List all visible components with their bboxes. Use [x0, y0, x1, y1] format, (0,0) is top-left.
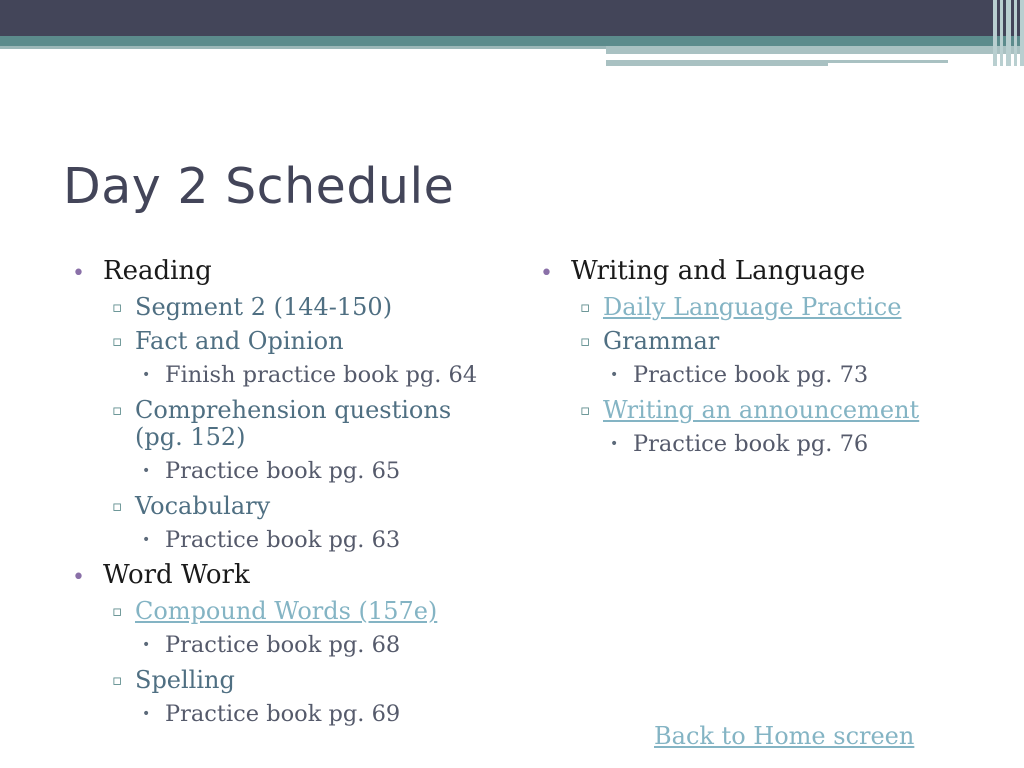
- header-accent-strip: [606, 46, 1024, 54]
- bullet-dot-icon: •: [72, 565, 85, 590]
- back-to-home-link[interactable]: Back to Home screen: [654, 722, 915, 750]
- daily-language-practice-link[interactable]: Daily Language Practice: [603, 293, 902, 321]
- list-item: • Practice book pg. 68: [142, 632, 401, 658]
- slide-title: Day 2 Schedule: [63, 158, 455, 215]
- list-item: • Practice book pg. 63: [142, 527, 401, 553]
- list-item: • Finish practice book pg. 64: [142, 362, 478, 388]
- list-item: ▫ Spelling: [112, 666, 235, 694]
- small-dot-icon: •: [142, 463, 151, 479]
- list-item: [540, 294, 960, 321]
- square-bullet-icon: ▫: [112, 602, 123, 620]
- list-item: [72, 598, 492, 625]
- list-item: • Word Work: [72, 560, 250, 590]
- header-bar: [0, 0, 1024, 36]
- small-dot-icon: •: [142, 532, 151, 548]
- list-item: • Practice book pg. 69: [142, 701, 401, 727]
- list-item: • Writing and Language: [540, 256, 866, 286]
- compound-words-link[interactable]: Compound Words (157e): [135, 597, 438, 625]
- list-item: ▫ Fact and Opinion: [112, 327, 344, 355]
- bullet-dot-icon: •: [72, 261, 85, 286]
- small-dot-icon: •: [610, 367, 619, 383]
- square-bullet-icon: ▫: [580, 332, 591, 350]
- bullet-dot-icon: •: [540, 261, 553, 286]
- list-item: ▫ Grammar: [580, 327, 720, 355]
- small-dot-icon: •: [142, 637, 151, 653]
- small-dot-icon: •: [142, 706, 151, 722]
- header-decor-bars: [993, 0, 1024, 66]
- list-item: ▫ Comprehension questions: [112, 396, 452, 424]
- square-bullet-icon: ▫: [112, 497, 123, 515]
- square-bullet-icon: ▫: [112, 401, 123, 419]
- list-item: (pg. 152): [135, 423, 246, 451]
- header-accent-strip: [606, 60, 828, 66]
- list-item: • Practice book pg. 76: [610, 431, 869, 457]
- square-bullet-icon: ▫: [580, 298, 591, 316]
- small-dot-icon: •: [610, 436, 619, 452]
- header-accent-strip: [828, 60, 948, 63]
- list-item: ▫ Segment 2 (144-150): [112, 293, 393, 321]
- right-column: [540, 258, 960, 466]
- left-column: [72, 258, 492, 736]
- list-item: • Practice book pg. 73: [610, 362, 869, 388]
- header-accent-band: [0, 36, 1024, 46]
- small-dot-icon: •: [142, 367, 151, 383]
- writing-announcement-link[interactable]: Writing an announcement: [603, 396, 920, 424]
- list-item: ▫ Vocabulary: [112, 492, 271, 520]
- square-bullet-icon: ▫: [112, 671, 123, 689]
- square-bullet-icon: ▫: [112, 332, 123, 350]
- list-item: • Practice book pg. 65: [142, 458, 401, 484]
- header-accent-line: [0, 46, 606, 49]
- list-item: [540, 397, 960, 424]
- square-bullet-icon: ▫: [580, 401, 591, 419]
- list-item: • Reading: [72, 256, 212, 286]
- square-bullet-icon: ▫: [112, 298, 123, 316]
